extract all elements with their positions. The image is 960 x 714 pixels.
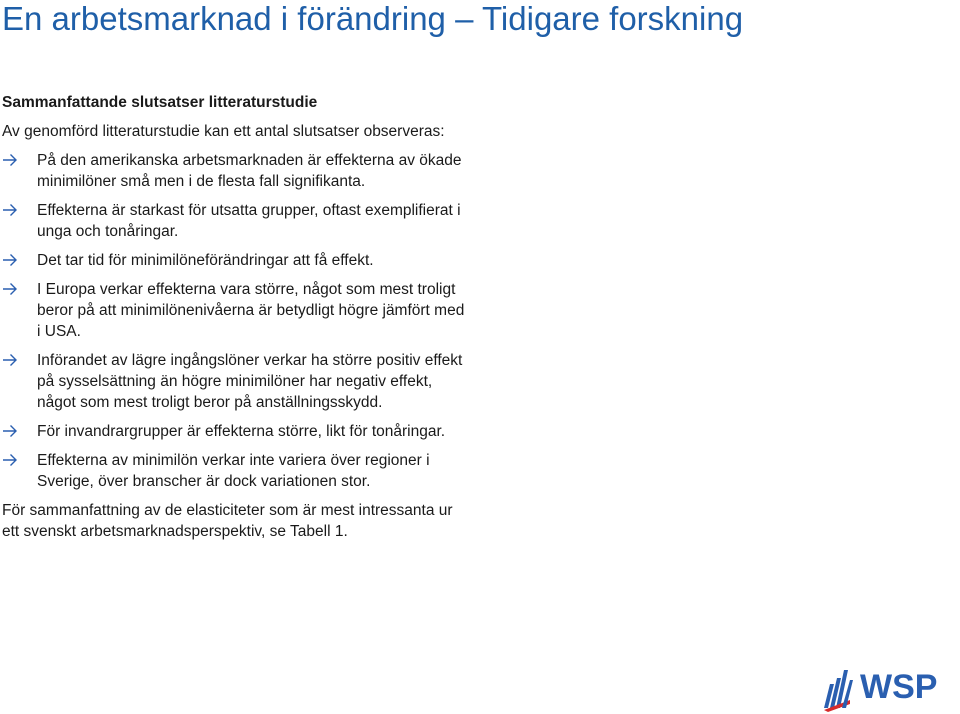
- arrow-right-icon: [2, 203, 18, 217]
- summary-text: För sammanfattning av de elasticiteter som är mest intressanta ur ett svenskt arbetsmarknadsperspektiv, se Tabell 1.: [2, 502, 453, 540]
- list-item: [2, 250, 472, 271]
- arrow-right-icon: [2, 453, 18, 467]
- bullet-text: Effekterna är starkast för utsatta grupper, oftast exemplifierat i unga och tonåringar.: [37, 202, 461, 240]
- bullet-text: I Europa verkar effekterna vara större, något som mest troligt beror på att minimilönenivåerna är betydligt högre jämfört med i USA.: [37, 281, 465, 340]
- list-item: [2, 350, 472, 413]
- list-item: [2, 200, 472, 242]
- arrow-right-icon: [2, 282, 18, 296]
- page-title: En arbetsmarknad i förändring – Tidigare forskning: [2, 0, 744, 37]
- list-item: [2, 279, 472, 342]
- bullet-text: Införandet av lägre ingångslöner verkar ha större positiv effekt på sysselsättning än högre minimilöner har negativ effekt, något som mest troligt beror på anställningsskydd.: [37, 352, 463, 411]
- main-content: [2, 92, 472, 542]
- bullet-text: På den amerikanska arbetsmarknaden är effekterna av ökade minimilöner små men i de flesta fall signifikanta.: [37, 152, 462, 190]
- section-heading: Sammanfattande slutsatser litteraturstudie: [2, 94, 318, 111]
- arrow-right-icon: [2, 424, 18, 438]
- intro-text: Av genomförd litteraturstudie kan ett antal slutsatser observeras:: [2, 123, 445, 140]
- wsp-logo: [820, 660, 960, 714]
- arrow-right-icon: [2, 253, 18, 267]
- arrow-right-icon: [2, 353, 18, 367]
- wsp-logo-icon: [824, 670, 853, 712]
- logo-text: WSP: [860, 668, 938, 706]
- bullet-text: För invandrargrupper är effekterna större, likt för tonåringar.: [37, 423, 446, 440]
- arrow-right-icon: [2, 153, 18, 167]
- bullet-text: Effekterna av minimilön verkar inte variera över regioner i Sverige, över branscher är dock variationen stor.: [37, 452, 430, 490]
- list-item: [2, 421, 472, 442]
- list-item: [2, 450, 472, 492]
- list-item: [2, 150, 472, 192]
- bullet-text: Det tar tid för minimilöneförändringar att få effekt.: [37, 252, 374, 269]
- bullet-list: [2, 150, 472, 492]
